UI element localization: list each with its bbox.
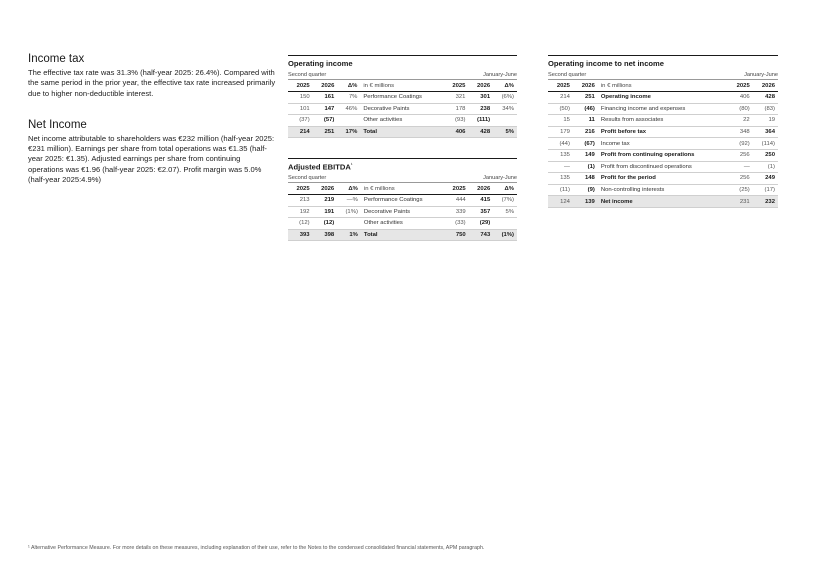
table-cell: 214 [548,92,573,104]
column-header: 2026 [468,80,493,92]
table-cell: 250 [753,149,778,161]
table-cell: 398 [313,229,338,241]
table-cell: 101 [288,103,313,115]
data-table [288,80,517,138]
row-label: Profit before tax [598,126,728,138]
table-cell: — [548,161,573,173]
table-cell: 5% [493,126,517,138]
table-cell: (46) [573,103,598,115]
column-header: in € millions [598,80,728,92]
row-label: Profit from discontinued operations [598,161,728,173]
table-cell: 428 [753,92,778,104]
table-cell: (11) [548,184,573,196]
table-cell: 219 [313,195,338,207]
period-left: Second quarter [288,175,327,181]
table-cell: (1) [573,161,598,173]
table-cell: 34% [493,103,517,115]
table-cell: (9) [573,184,598,196]
table-cell [337,115,360,127]
table-cell: 22 [728,115,753,127]
table-row [548,92,778,104]
row-label: Profit from continuing operations [598,149,728,161]
table-cell: 139 [573,196,598,208]
column-header: 2026 [313,183,338,195]
table-cell: (111) [468,115,493,127]
table-cell: 148 [573,173,598,185]
table-cell: 231 [728,196,753,208]
row-label: Decorative Paints [360,103,443,115]
table-title [288,158,517,173]
table-period-header [548,70,778,80]
table-cell: (50) [548,103,573,115]
table-cell: 743 [469,229,494,241]
row-label: Other activities [361,218,444,230]
table-cell: 17% [337,126,360,138]
table-cell: 19 [753,115,778,127]
table-row [288,206,517,218]
column-header: 2025 [548,80,573,92]
table-cell [493,115,517,127]
table-row [548,126,778,138]
table-cell: (17) [753,184,778,196]
table-cell: 11 [573,115,598,127]
row-label: Other activities [360,115,443,127]
income-tax-heading: Income tax [28,53,85,65]
table-cell: 150 [288,92,313,104]
table-cell: 232 [753,196,778,208]
row-label: Performance Coatings [360,92,443,104]
table-cell: 406 [728,92,753,104]
table-cell: 364 [753,126,778,138]
table-cell: (37) [288,115,313,127]
table-cell: 357 [469,206,494,218]
operating-income-table [288,55,517,138]
table-cell: 135 [548,173,573,185]
period-right: January-June [483,175,517,181]
table-cell: 149 [573,149,598,161]
table-cell: 7% [337,92,360,104]
column-header: Δ% [493,80,517,92]
income-tax-text: The effective tax rate was 31.3% (half-year 2025: 26.4%). Compared with the same period in the prior year, the effective tax rate increased primarily due to higher non-deductible interest. [28,68,276,98]
column-header: 2025 [444,80,469,92]
table-cell: (92) [728,138,753,150]
table-cell: (7%) [493,195,517,207]
table-cell: (6%) [493,92,517,104]
table-cell: (80) [728,103,753,115]
row-label: Results from associates [598,115,728,127]
table-cell: (1%) [493,229,517,241]
row-label: Total [360,126,443,138]
table-cell: 428 [468,126,493,138]
table-cell: — [728,161,753,173]
table-row [288,229,517,241]
table-title-text: Adjusted EBITDA [288,162,351,172]
column-header: in € millions [361,183,444,195]
table-cell: (25) [728,184,753,196]
table-cell [493,218,517,230]
table-cell: 46% [337,103,360,115]
table-cell: 415 [469,195,494,207]
table-cell: 216 [573,126,598,138]
net-income-text: Net income attributable to shareholders was €232 million (half-year 2025: €231 million). Earnings per share from total operations was €1.35 (half-year 2025: €1.35). Adjusted earnings per share from continuing operations was €1.96 (half-year 2025: €2.07). Profit margin was 5.0% (half-year 2025:4.9%) [28,133,275,185]
table-row [548,115,778,127]
footnote-marker: ¹ [350,162,353,168]
column-header: 2025 [288,183,313,195]
table-cell: 238 [468,103,493,115]
table-cell: 321 [444,92,469,104]
table-cell: 249 [753,173,778,185]
table-cell: (67) [573,138,598,150]
table-cell: 179 [548,126,573,138]
row-label: Financing income and expenses [598,103,728,115]
table-cell: (83) [753,103,778,115]
row-label: Performance Coatings [361,195,444,207]
table-row [548,184,778,196]
table-cell: 147 [313,103,338,115]
table-cell: (1%) [337,206,361,218]
period-left: Second quarter [288,72,327,78]
table-cell: 213 [288,195,313,207]
table-cell: 301 [468,92,493,104]
header-row [548,80,778,92]
table-row [288,126,517,138]
row-label: Net income [598,196,728,208]
table-cell: (1) [753,161,778,173]
column-header: 2026 [573,80,598,92]
row-label: Decorative Paints [361,206,444,218]
table-cell: (12) [288,218,313,230]
table-cell: (44) [548,138,573,150]
table-cell: 251 [313,126,338,138]
table-row [288,103,517,115]
table-row [548,161,778,173]
table-row [548,196,778,208]
table-cell: 444 [444,195,469,207]
table-title: Operating income [288,55,517,70]
table-cell: 191 [313,206,338,218]
table-cell: —% [337,195,361,207]
table-cell: 161 [313,92,338,104]
table-cell: 214 [288,126,313,138]
table-title: Operating income to net income [548,55,778,70]
period-right: January-June [483,72,517,78]
table-cell: 178 [444,103,469,115]
operating-to-net-income-table [548,55,778,208]
table-cell: (33) [444,218,469,230]
table-cell: (93) [444,115,469,127]
row-label: Operating income [598,92,728,104]
table-row [288,115,517,127]
table-cell: (114) [753,138,778,150]
row-label: Profit for the period [598,173,728,185]
column-header: 2026 [469,183,494,195]
column-header: 2025 [444,183,469,195]
table-cell: 192 [288,206,313,218]
table-cell: 135 [548,149,573,161]
table-row [288,195,517,207]
table-row [548,173,778,185]
table-cell: 1% [337,229,361,241]
table-cell [337,218,361,230]
data-table [288,183,517,241]
table-cell: 348 [728,126,753,138]
table-cell: (29) [469,218,494,230]
table-cell: 256 [728,173,753,185]
column-header: Δ% [337,80,360,92]
table-period-header [288,173,517,183]
column-header: 2026 [753,80,778,92]
table-period-header [288,70,517,80]
table-cell: 5% [493,206,517,218]
column-header: 2025 [288,80,313,92]
column-header: in € millions [360,80,443,92]
table-cell: 256 [728,149,753,161]
table-cell: (12) [313,218,338,230]
table-cell: 406 [444,126,469,138]
table-row [288,218,517,230]
table-row [288,92,517,104]
table-cell: 124 [548,196,573,208]
row-label: Income tax [598,138,728,150]
period-right: January-June [744,72,778,78]
data-table [548,80,778,208]
column-header: Δ% [337,183,361,195]
table-cell: 251 [573,92,598,104]
footnote: ¹ Alternative Performance Measure. For more details on these measures, including explanation of their use, refer to the Notes to the condensed consolidated financial statements, APM paragraph. [28,545,485,551]
row-label: Non-controlling interests [598,184,728,196]
table-row [548,138,778,150]
table-row [548,103,778,115]
table-row [548,149,778,161]
table-cell: 339 [444,206,469,218]
table-cell: 15 [548,115,573,127]
net-income-heading: Net Income [28,118,87,131]
period-left: Second quarter [548,72,587,78]
column-header: Δ% [493,183,517,195]
header-row [288,183,517,195]
column-header: 2025 [728,80,753,92]
adjusted-ebitda-table [288,158,517,241]
table-cell: 393 [288,229,313,241]
table-cell: (57) [313,115,338,127]
row-label: Total [361,229,444,241]
column-header: 2026 [313,80,338,92]
commentary-column [28,53,276,185]
table-cell: 750 [444,229,469,241]
header-row [288,80,517,92]
